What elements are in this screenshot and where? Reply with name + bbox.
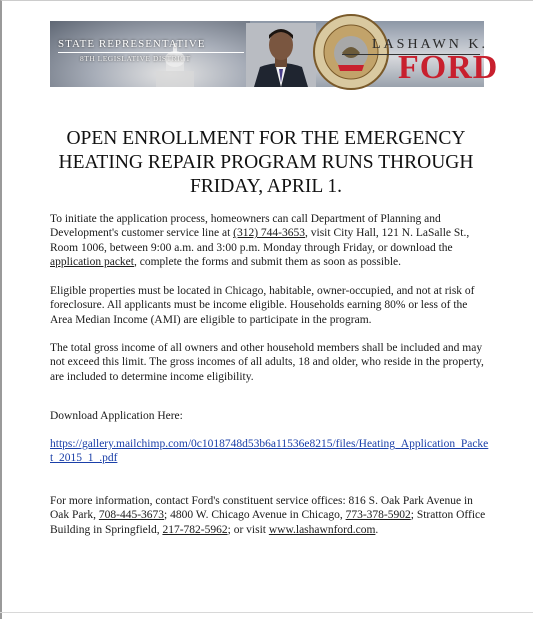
phone-link-planning[interactable]: (312) 744-3653 — [233, 227, 306, 240]
representative-last-name: FORD — [398, 49, 499, 86]
intro-paragraph — [50, 212, 490, 269]
download-url-paragraph — [50, 437, 490, 466]
website-link[interactable]: www.lashawnford.com — [268, 523, 376, 536]
representative-first-name: LASHAWN K. — [372, 37, 488, 52]
header-banner — [50, 21, 499, 87]
contact-text-e: . — [375, 523, 379, 536]
eligibility-paragraph: Eligible properties must be located in Chicago, habitable, owner-occupied, and not at risk of foreclosure. All applicants must be income eligible. Households earning 80% or less of the Area Median Income (AMI) are eligible to participate in the program. — [50, 285, 475, 326]
intro-text-b: , visit City Hall, 121 N. LaSalle St., Room 1006, between 9:00 a.m. and 3:00 p.m. Monday through Friday, or download the — [50, 227, 470, 254]
page-headline: OPEN ENROLLMENT FOR THE EMERGENCY HEATING REPAIR PROGRAM RUNS THROUGH FRIDAY, APRIL 1. — [58, 128, 474, 197]
contact-text-c: ; Stratton Office Building in Springfield, — [50, 509, 486, 536]
page-bottom-divider — [0, 612, 533, 613]
phone-link-chicago[interactable]: 773-378-5902 — [345, 509, 411, 522]
download-application-link[interactable]: https://gallery.mailchimp.com/0c1018748d53b6a11536e8215/files/Heating_Application_Packet_2015_1_.pdf — [50, 438, 489, 465]
application-packet-link[interactable]: application packet — [50, 255, 134, 268]
contact-text-d: ; or visit — [227, 523, 269, 536]
contact-paragraph — [50, 494, 490, 537]
intro-text-c: , complete the forms and submit them as soon as possible. — [133, 255, 401, 268]
contact-text-b: ; 4800 W. Chicago Avenue in Chicago, — [164, 509, 346, 522]
phone-link-springfield[interactable]: 217-782-5962 — [162, 523, 228, 536]
income-paragraph: The total gross income of all owners and other household members shall be included and may not exceed this limit. The gross incomes of all adults, 18 and older, who reside in the property, are included to determine income eligibility. — [50, 342, 484, 383]
contact-text-a: For more information, contact Ford's constituent service offices: 816 S. Oak Park Avenue in Oak Park, — [50, 495, 473, 522]
banner-subtitle: 8TH LEGISLATIVE DISTRICT — [80, 54, 191, 63]
representative-photo — [246, 23, 316, 87]
banner-title: STATE REPRESENTATIVE — [58, 38, 206, 50]
download-label: Download Application Here: — [50, 410, 183, 422]
intro-text-a: To initiate the application process, homeowners can call Department of Planning and Development's customer service line at — [50, 213, 441, 240]
phone-link-oak-park[interactable]: 708-445-3673 — [98, 509, 165, 522]
